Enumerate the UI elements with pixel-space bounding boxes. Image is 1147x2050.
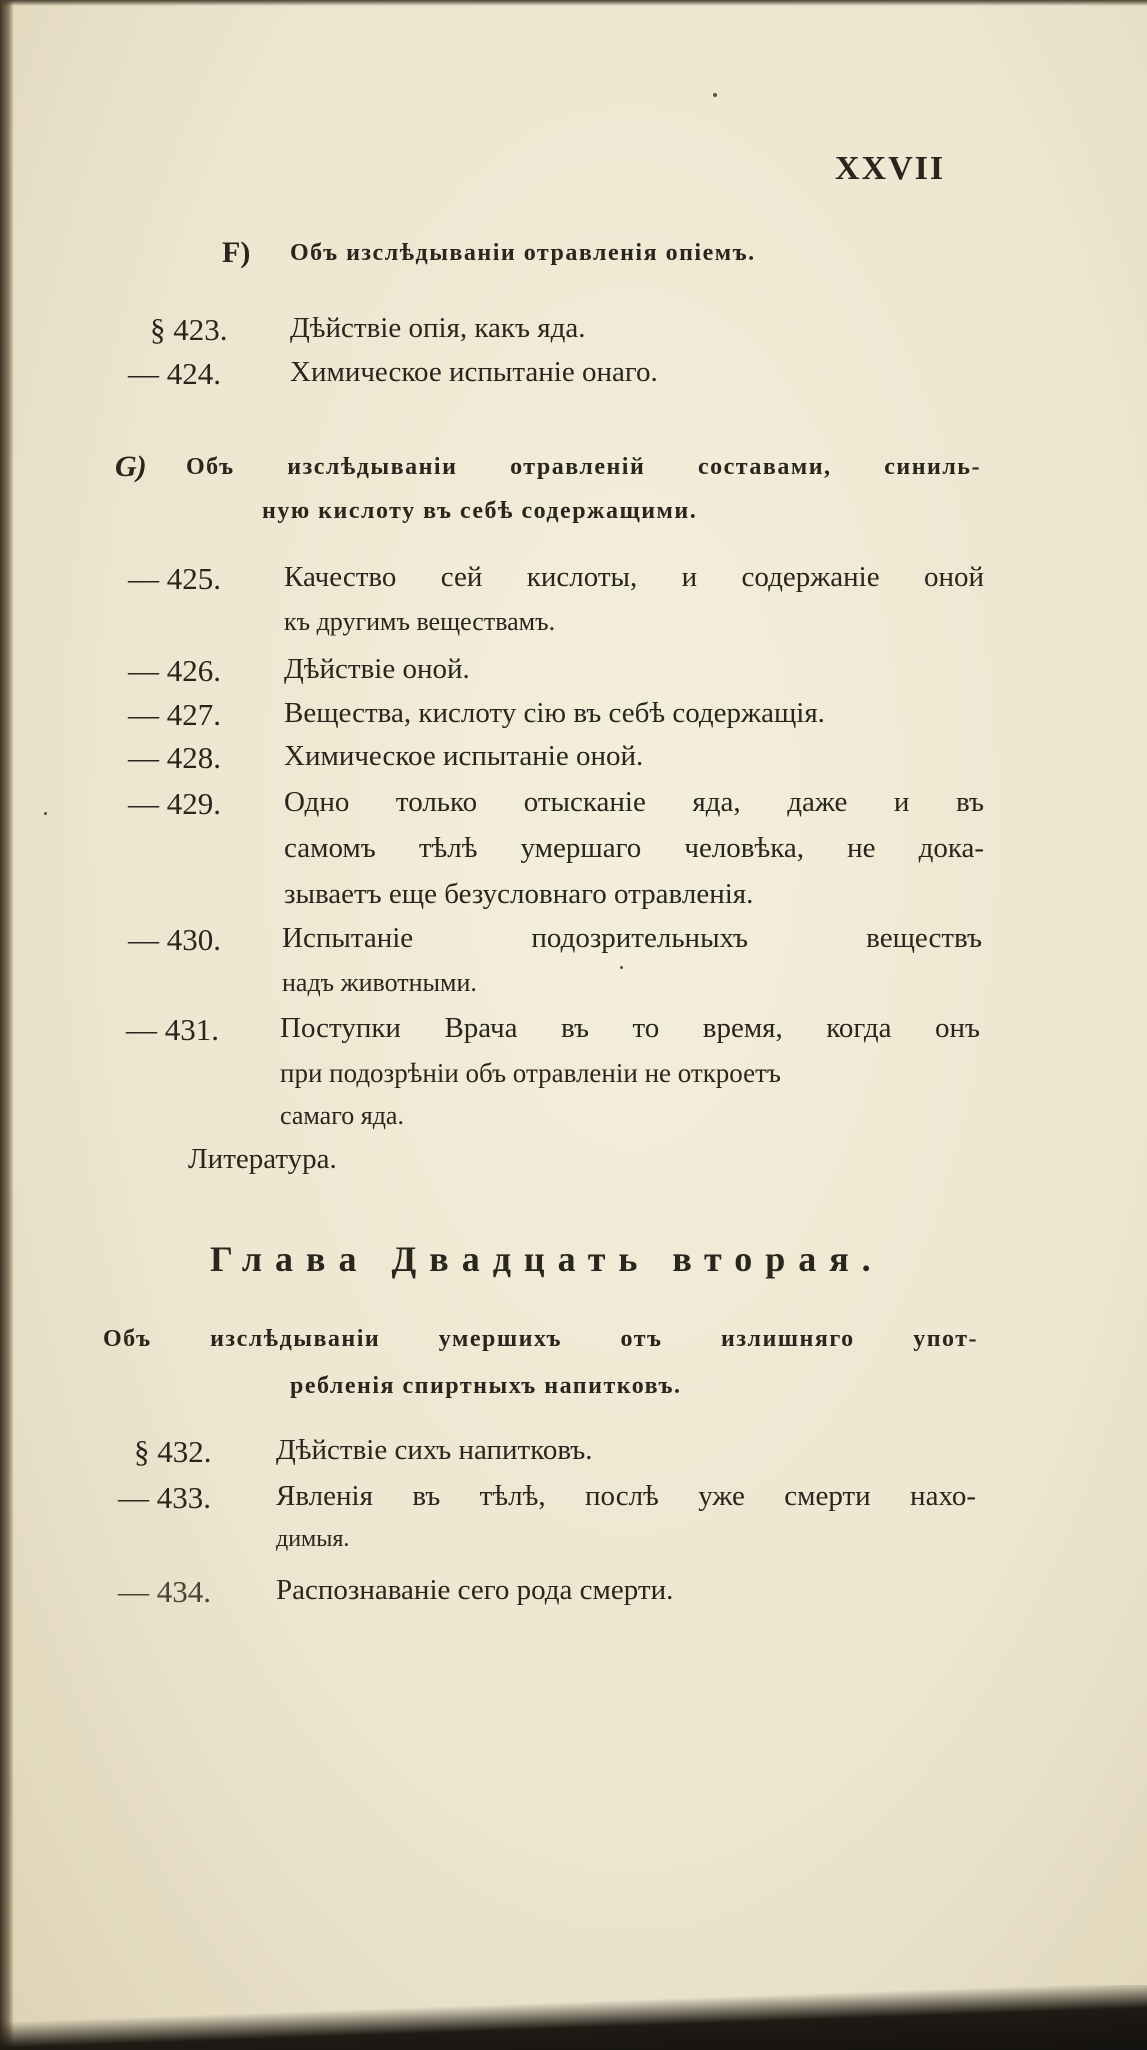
entry-number: — 426. [128,653,221,688]
chapter-heading-line1: Объ изслѣдываніи умершихъ отъ излишняго упот- [103,1326,978,1352]
entry-number: — 431. [126,1012,219,1047]
entry-text-line: Явленія въ тѣлѣ, послѣ уже смерти нахо- [276,1480,976,1512]
entry-text-line: при подозрѣніи объ отравленіи не откроетъ [280,1058,781,1088]
entry-text-line: Дѣйствіе опія, какъ яда. [290,312,586,344]
section-g-heading-line2: ную кислоту въ себѣ содержащими. [262,498,698,524]
entry-number: — 425. [128,561,221,596]
paper-speck [713,93,717,97]
entry-number: — 429. [128,786,221,821]
section-g-marker: G) [115,450,147,483]
chapter-title: Глава Двадцать вторая. [210,1239,884,1279]
entry-text-line: Поступки Врача въ то время, когда онъ [280,1012,980,1044]
entry-text-line: Дѣйствіе оной. [284,653,470,685]
page-number: XXVII [835,150,946,187]
entry-number: — 433. [118,1480,211,1515]
page-bottom-shadow [0,1985,1147,2050]
paper-speck [44,812,47,815]
entry-number: — 428. [128,740,221,775]
entry-text-line: надъ животными. [282,968,477,997]
entry-number: § 423. [150,312,228,347]
entry-text-line: самаго яда. [280,1101,404,1130]
entry-number: — 434. [118,1574,211,1609]
entry-text-line: димыя. [276,1526,350,1552]
entry-text-line: Распознаваніе сего рода смерти. [276,1574,674,1606]
section-g-heading-line1: Объ изслѣдываніи отравленій составами, синиль- [186,454,981,480]
entry-text-line: зываетъ еще безусловнаго отравленія. [284,878,754,910]
section-f-marker: F) [222,236,251,269]
section-f-heading: Объ изслѣдываніи отравленія опіемъ. [290,240,756,266]
entry-text-line: Качество сей кислоты, и содержаніе оной [284,561,984,593]
page-top-edge [0,0,1147,6]
entry-text-line: къ другимъ веществамъ. [284,607,556,636]
entry-number: § 432. [134,1434,212,1469]
entry-text-line: Испытаніе подозрительныхъ веществъ [282,922,982,954]
chapter-heading-line2: ребленія спиртныхъ напитковъ. [290,1373,682,1399]
literature-label: Литература. [188,1143,337,1175]
entry-text-line: самомъ тѣлѣ умершаго человѣка, не дока- [284,832,984,864]
entry-number: — 424. [128,356,221,391]
entry-text-line: Химическое испытаніе оной. [284,740,644,772]
entry-text-line: Вещества, кислоту сію въ себѣ содержащія. [284,697,825,729]
page-spine-shadow [0,0,14,2050]
entry-number: — 427. [128,697,221,732]
entry-text-line: Одно только отысканіе яда, даже и въ [284,786,984,818]
entry-text-line: Дѣйствіе сихъ напитковъ. [276,1434,593,1466]
entry-text-line: Химическое испытаніе онаго. [290,356,658,388]
entry-number: — 430. [128,922,221,957]
paper-speck [620,966,623,969]
